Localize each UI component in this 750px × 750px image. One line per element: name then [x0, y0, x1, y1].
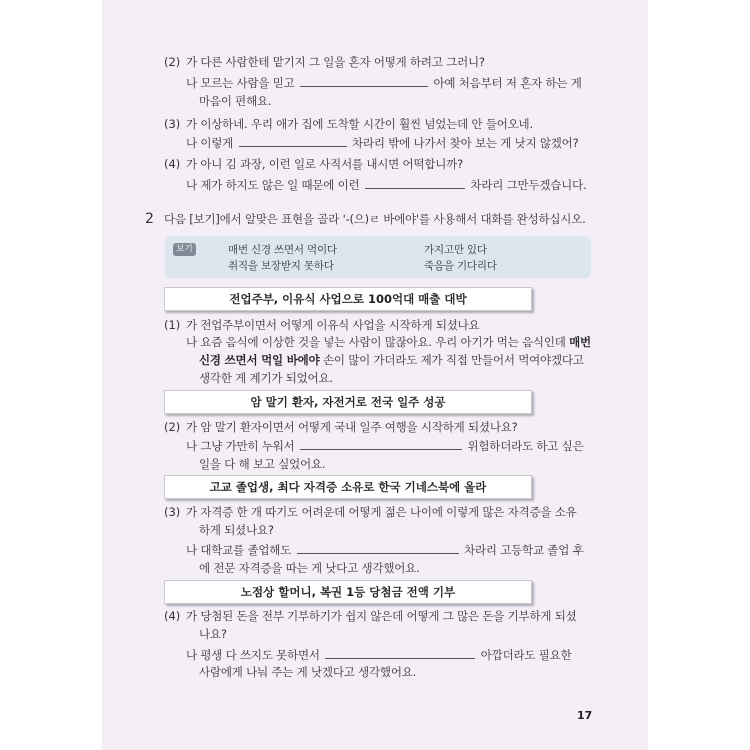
speaker-a-line: 가 자격증 한 개 따기도 어려운데 어떻게 젊은 나이에 이렇게 많은 자격증을 소유 [186, 505, 577, 519]
example-item: 매번 신경 쓰면서 먹이다 [228, 244, 337, 256]
section-number: 2 [145, 211, 154, 227]
section-instruction: 다음 [보기]에서 알맞은 표현을 골라 '-(으)ㄹ 바에야'를 사용해서 대화를 완성하십시오. [164, 212, 586, 226]
speaker-b-continuation: 생각한 게 계기가 되었어요. [199, 371, 333, 385]
news-headline: 전업주부, 이유식 사업으로 100억대 매출 대박 [164, 287, 532, 311]
model-answer: 매번 [569, 335, 591, 349]
speaker-b-line: 나 그냥 가만히 누워서 위험하더라도 하고 싶은 [186, 439, 584, 453]
speaker-b-line: 나 대학교를 졸업해도 차라리 고등학교 졸업 후 [186, 543, 584, 557]
answer-blank[interactable] [325, 647, 475, 659]
speaker-b-line: 나 요즘 음식에 이상한 것을 넣는 사람이 많잖아요. 우리 아기가 먹는 음식인데 매번 [186, 335, 591, 349]
answer-blank[interactable] [300, 75, 428, 87]
speaker-b-continuation: 에 전문 자격증을 따는 게 낫다고 생각했어요. [199, 561, 420, 575]
example-item: 가지고만 있다 [424, 244, 487, 256]
item-number: (3) [164, 117, 181, 131]
answer-blank[interactable] [297, 542, 459, 554]
answer-blank[interactable] [300, 438, 462, 450]
page-number: 17 [577, 709, 593, 722]
item-number: (1) [164, 318, 181, 332]
speaker-a-continuation: 하게 되셨나요? [199, 523, 274, 537]
example-label: 보기 [173, 243, 196, 256]
news-headline: 노점상 할머니, 복권 1등 당첨금 전액 기부 [164, 580, 532, 604]
item-number: (3) [164, 505, 181, 519]
speaker-b-continuation: 사람에게 나눠 주는 게 낫겠다고 생각했어요. [199, 665, 417, 679]
speaker-b-continuation: 신경 쓰면서 먹일 바에야 손이 많이 가더라도 제가 직접 만들어서 먹여야겠다고 [199, 353, 584, 367]
item-number: (4) [164, 609, 181, 623]
page-background [102, 0, 648, 750]
speaker-b-line: 나 이렇게 차라리 밖에 나가서 찾아 보는 게 낫지 않겠어? [186, 136, 579, 150]
speaker-a-line: 가 암 말기 환자이면서 어떻게 국내 일주 여행을 시작하게 되셨나요? [186, 420, 518, 434]
speaker-b-line: 나 모르는 사람을 믿고 아예 처음부터 저 혼자 하는 게 [186, 76, 582, 90]
news-headline: 고교 졸업생, 최다 자격증 소유로 한국 기네스북에 올라 [164, 475, 532, 499]
item-number: (2) [164, 420, 181, 434]
speaker-b-line: 나 평생 다 쓰지도 못하면서 아깝더라도 필요한 [186, 648, 572, 662]
news-headline: 암 말기 환자, 자전거로 전국 일주 성공 [164, 390, 532, 414]
item-number: (4) [164, 157, 181, 171]
speaker-a-line: 가 당첨된 돈을 전부 기부하기가 쉽지 않은데 어떻게 그 많은 돈을 기부하게 되셨 [186, 609, 577, 623]
speaker-a-line: 가 전업주부이면서 어떻게 이유식 사업을 시작하게 되셨나요 [186, 318, 480, 332]
item-number: (2) [164, 55, 181, 69]
speaker-b-continuation: 마음이 편해요. [199, 94, 272, 108]
model-answer: 신경 쓰면서 먹일 바에야 [199, 353, 320, 367]
answer-blank[interactable] [239, 135, 347, 147]
speaker-a-continuation: 나요? [199, 627, 227, 641]
speaker-a-line: 가 다른 사람한테 맡기지 그 일을 혼자 어떻게 하려고 그러니? [186, 55, 485, 69]
speaker-a-line: 가 아니 김 과장, 이런 일로 사직서를 내시면 어떡합니까? [186, 157, 463, 171]
answer-blank[interactable] [365, 177, 465, 189]
speaker-b-continuation: 일을 다 해 보고 싶었어요. [199, 457, 326, 471]
example-item: 죽음을 기다리다 [424, 260, 497, 272]
speaker-b-line: 나 제가 하지도 않은 일 때문에 이런 차라리 그만두겠습니다. [186, 178, 587, 192]
speaker-a-line: 가 이상하네. 우리 애가 집에 도착할 시간이 훨씬 넘었는데 안 들어오네. [186, 117, 533, 131]
example-item: 취직을 보장받지 못하다 [228, 260, 334, 272]
